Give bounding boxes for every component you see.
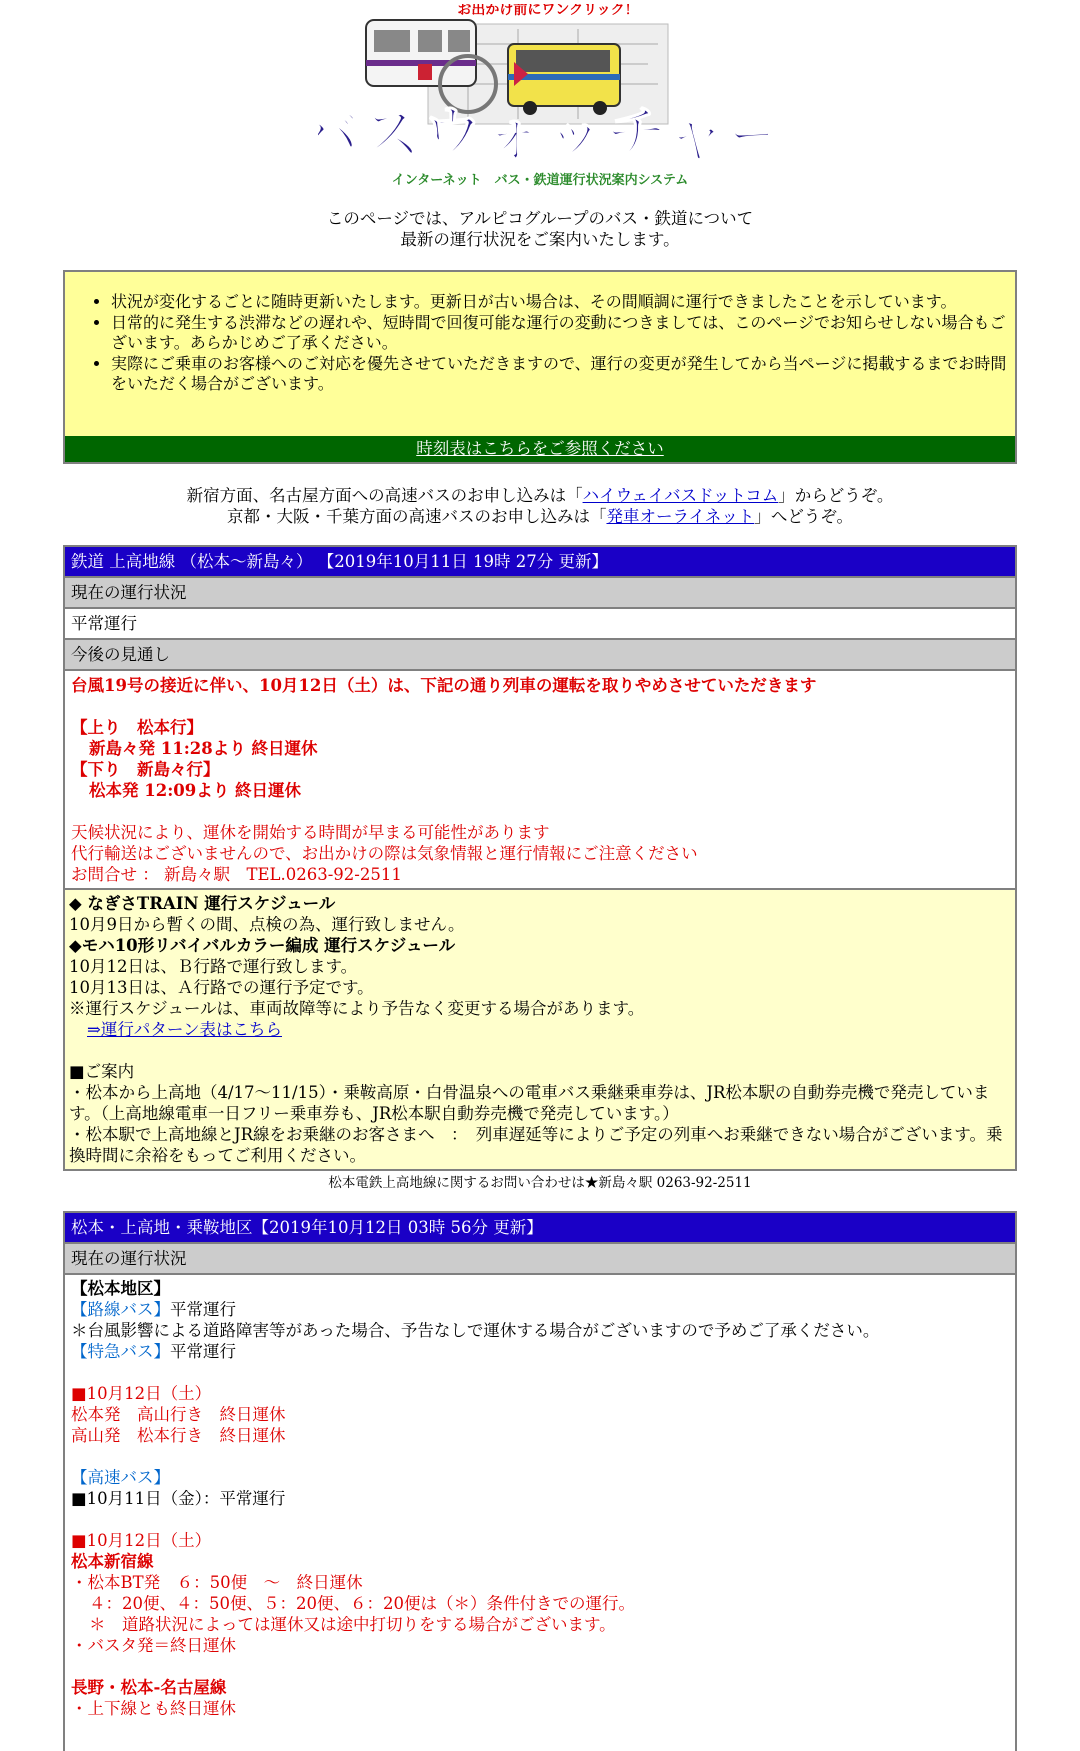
- highway-bus-label: 【高速バス】: [71, 1468, 170, 1487]
- logo-subtitle: インターネット バス・鉄道運行状況案内システム: [391, 173, 689, 188]
- schedule-text: 10月12日は、Ｂ行路で運行致します。: [69, 957, 358, 976]
- highway-bus-link[interactable]: ハイウェイバスドットコム: [582, 486, 779, 505]
- outlook-cell: [65, 671, 1015, 890]
- notice-item: • 実際にご乗車のお客様へのご対応を優先させていただきますので、運行の変更が発生してから当ページに掲載するまでお時間をいただく場合がございます。: [111, 354, 1007, 395]
- notice-item: • 状況が変化するごとに随時更新いたします。更新日が古い場合は、その間順調に運行できましたことを示しています。: [111, 292, 1007, 313]
- outlook-note: 代行輸送はございませんので、お出かけの際は気象情報と運行情報にご注意ください: [71, 844, 698, 863]
- route-line: ４：20便、４：50便、５：20便、６：20便は（＊）条件付きでの運行。: [89, 1594, 635, 1613]
- rail-section-title: 鉄道 上高地線 （松本～新島々） 【2019年10月11日 19時 27分 更新】: [65, 547, 1015, 578]
- train-icon: [366, 20, 476, 86]
- timetable-link[interactable]: 時刻表はこちらをご参照ください: [416, 439, 664, 458]
- hassha-orai-link[interactable]: 発車オーライネット: [606, 507, 755, 526]
- area-label: 【松本地区】: [71, 1279, 170, 1298]
- route-bus-label: 【路線バス】: [71, 1300, 170, 1319]
- intro-line: 最新の運行状況をご案内いたします。: [400, 230, 680, 249]
- outlook-label: 今後の見通し: [65, 640, 1015, 671]
- notice-box: [63, 270, 1017, 464]
- highway-text: 京都・大阪・千葉方面の高速バスのお申し込みは「: [226, 507, 607, 526]
- route-bus-note: ＊台風影響による道路障害等があった場合、予告なしで運休する場合がございますので予めご了承ください。: [71, 1321, 880, 1340]
- bus-current-label: 現在の運行状況: [65, 1244, 1015, 1275]
- highway-text: 」からどうぞ。: [778, 486, 894, 505]
- notice-item: • 日常的に発生する渋滞などの遅れや、短時間で回復可能な運行の変動につきましては、このページでお知らせしない場合もございます。あらかじめご了承ください。: [111, 313, 1007, 354]
- route-line: ・バスタ発＝終日運休: [71, 1636, 236, 1655]
- bus-section-title: 松本・上高地・乗鞍地区【2019年10月12日 03時 56分 更新】: [65, 1213, 1015, 1244]
- route-title: 長野・松本-名古屋線: [71, 1678, 227, 1697]
- down-label: 【下り 新島々行】: [71, 760, 220, 779]
- schedule-title: ◆モハ10形リバイバルカラー編成 運行スケジュール: [69, 936, 456, 955]
- logo-title: バスウォッチャー: [318, 98, 768, 171]
- express-line: 高山発 松本行き 終日運休: [71, 1426, 286, 1445]
- outlook-contact: お問合せ ： 新島々駅 TEL.0263-92-2511: [71, 865, 402, 884]
- schedule-text: 10月13日は、Ａ行路での運行予定です。: [69, 978, 374, 997]
- route-title: 松本新宿線: [71, 1552, 154, 1571]
- route-line: ・上下線とも終日運休: [71, 1699, 236, 1718]
- bus-section: [63, 1211, 1017, 1751]
- up-detail: 新島々発 11:28より 終日運休: [89, 739, 318, 758]
- bus-watcher-logo: [318, 4, 768, 202]
- down-detail: 松本発 12:09より 終日運休: [89, 781, 302, 800]
- outlook-note: 天候状況により、運休を開始する時間が早まる可能性があります: [71, 823, 550, 842]
- schedule-text: ※運行スケジュールは、車両故障等により予告なく変更する場合があります。: [69, 999, 645, 1018]
- logo-tagline: お出かけ前にワンクリック！: [457, 4, 639, 18]
- pattern-link[interactable]: ⇒運行パターン表はこちら: [87, 1020, 282, 1039]
- route-line: ・松本BT発 ６：50便 ～ 終日運休: [71, 1573, 363, 1592]
- express-bus-status: 平常運行: [170, 1342, 236, 1361]
- guide-text: ・松本から上高地（4/17～11/15）・乗鞍高原・白骨温泉への電車バス乗継乗車券は、JR松本駅の自動券売機で発売しています。（上高地線電車一日フリー乗車券も、JR松本駅自動券売機で発売しています。）: [69, 1083, 990, 1123]
- rail-footnote: 松本電鉄上高地線に関するお問い合わせは★新島々駅 0263-92-2511: [328, 1175, 752, 1191]
- highway-text: 」へどうぞ。: [754, 507, 853, 526]
- rail-section: [63, 545, 1017, 1171]
- timetable-bar: [65, 436, 1015, 462]
- express-line: 松本発 高山行き 終日運休: [71, 1405, 286, 1424]
- current-status-label: 現在の運行状況: [65, 578, 1015, 609]
- up-label: 【上り 松本行】: [71, 718, 203, 737]
- guide-title: ■ご案内: [69, 1062, 135, 1081]
- intro-line: このページでは、アルピコグループのバス・鉄道について: [326, 209, 754, 228]
- route-line: ＊ 道路状況によっては運休又は途中打切りをする場合がございます。: [89, 1615, 616, 1634]
- intro-text: [0, 208, 1080, 250]
- highway-bus-info: [0, 485, 1080, 527]
- bus-status-cell: [65, 1275, 1015, 1721]
- schedule-title: ◆ なぎさTRAIN 運行スケジュール: [69, 894, 336, 913]
- date-heading: ■10月12日（土）: [71, 1531, 212, 1550]
- highway-status: ■10月11日（金）：平常運行: [71, 1489, 286, 1508]
- guide-text: ・松本駅で上高地線とJR線をお乗継のお客さまへ ： 列車遅延等によりご予定の列車へお乗継できない場合がございます。乗換時間に余裕をもってご利用ください。: [69, 1125, 1003, 1165]
- highway-text: 新宿方面、名古屋方面への高速バスのお申し込みは「: [186, 486, 583, 505]
- outlook-headline: 台風19号の接近に伴い、10月12日（土）は、下記の通り列車の運転を取りやめさせていただきます: [71, 676, 817, 695]
- route-bus-status: 平常運行: [170, 1300, 236, 1319]
- notice-list: [65, 272, 1015, 395]
- express-bus-label: 【特急バス】: [71, 1342, 170, 1361]
- date-heading: ■10月12日（土）: [71, 1384, 212, 1403]
- schedule-box: [65, 890, 1015, 1169]
- schedule-text: 10月9日から暫くの間、点検の為、運行致しません。: [69, 915, 465, 934]
- current-status: 平常運行: [65, 609, 1015, 640]
